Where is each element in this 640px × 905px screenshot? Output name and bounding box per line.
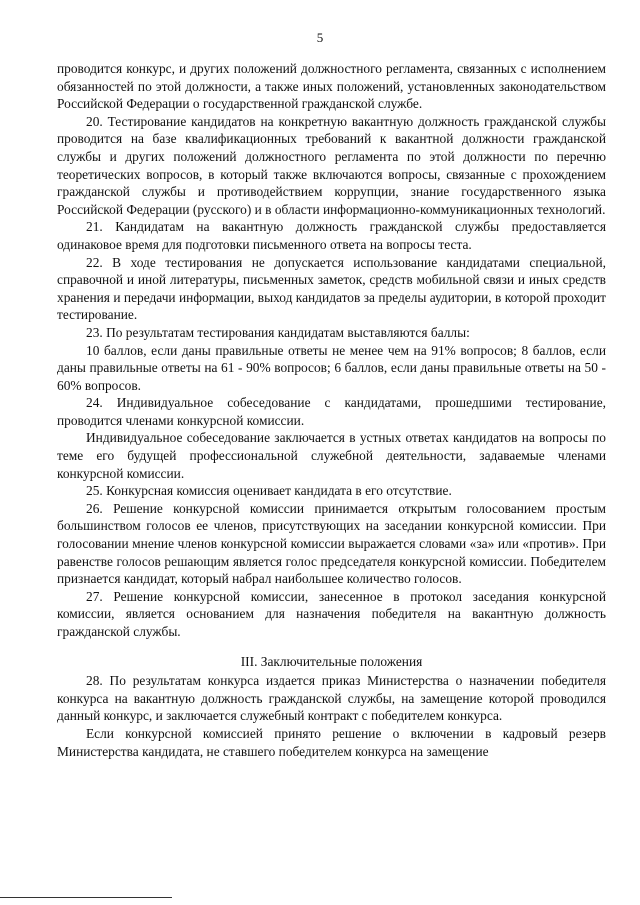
section-heading: III. Заключительные положения bbox=[240, 653, 423, 669]
paragraph-25: 25. Конкурсная комиссия оценивает кандидата в его отсутствие. bbox=[86, 483, 452, 499]
paragraph-23: 23. По результатам тестирования кандидатам выставляются баллы: bbox=[86, 324, 470, 340]
paragraph-20: 20. Тестирование кандидатов на конкретную вакантную должность гражданской службы проводится на базе квалификационных требований к вакантной должности гражданской службы и других положений должностного регламента по этой должности по перечню теоретических вопросов, в который также включаются вопросы, связанные с прохождением гражданской службы и противодействием коррупции, знание государственного языка Российской Федерации (русского) и в области информационно-коммуникационных технологий. bbox=[57, 113, 606, 217]
paragraph-26: 26. Решение конкурсной комиссии принимается открытым голосованием простым большинством голосов ее членов, присутствующих на заседании конкурсной комиссии. При голосовании мнение членов конкурсной комиссии выражается словами «за» или «против». При равенстве голосов решающим является голос председателя конкурсной комиссии. Победителем признается кандидат, который набрал наибольшее количество голосов. bbox=[57, 500, 606, 587]
paragraph-24: 24. Индивидуальное собеседование с кандидатами, прошедшими тестирование, проводится членами конкурсной комиссии. bbox=[57, 395, 606, 428]
paragraph-22: 22. В ходе тестирования не допускается использование кандидатами специальной, справочной и иной литературы, письменных заметок, средств мобильной связи и иных средств хранения и передачи информации, выход кандидатов за пределы аудитории, в которой проходит тестирование. bbox=[57, 254, 606, 323]
document-body bbox=[57, 60, 606, 760]
paragraph-24-interview: Индивидуальное собеседование заключается в устных ответах кандидатов на вопросы по теме его будущей профессиональной служебной деятельности, задаваемые членами конкурсной комиссии. bbox=[57, 430, 606, 481]
footer-divider bbox=[0, 897, 172, 898]
paragraph-28: 28. По результатам конкурса издается приказ Министерства о назначении победителя конкурса на вакантную должность гражданской службы, на замещение которой проводился данный конкурс, и заключается служебный контракт с победителем конкурса. bbox=[57, 673, 606, 724]
page-number: 5 bbox=[316, 30, 324, 45]
paragraph-23-scores: 10 баллов, если даны правильные ответы не менее чем на 91% вопросов; 8 баллов, если даны правильные ответы на 61 - 90% вопросов; 6 баллов, если даны правильные ответы на 50 - 60% вопросов. bbox=[57, 342, 606, 393]
paragraph-continued: проводится конкурс, и других положений должностного регламента, связанных с исполнением обязанностей по этой должности, а также иных положений, установленных законодательством Российской Федерации о государственной гражданской службе. bbox=[57, 61, 606, 112]
paragraph-21: 21. Кандидатам на вакантную должность гражданской службы предоставляется одинаковое время для подготовки письменного ответа на вопросы теста. bbox=[57, 219, 606, 252]
paragraph-reserve: Если конкурсной комиссией принято решение о включении в кадровый резерв Министерства кандидата, не ставшего победителем конкурса на замещение bbox=[57, 725, 606, 759]
paragraph-27: 27. Решение конкурсной комиссии, занесенное в протокол заседания конкурсной комиссии, является основанием для назначения победителя на вакантную должность гражданской службы. bbox=[57, 588, 606, 639]
